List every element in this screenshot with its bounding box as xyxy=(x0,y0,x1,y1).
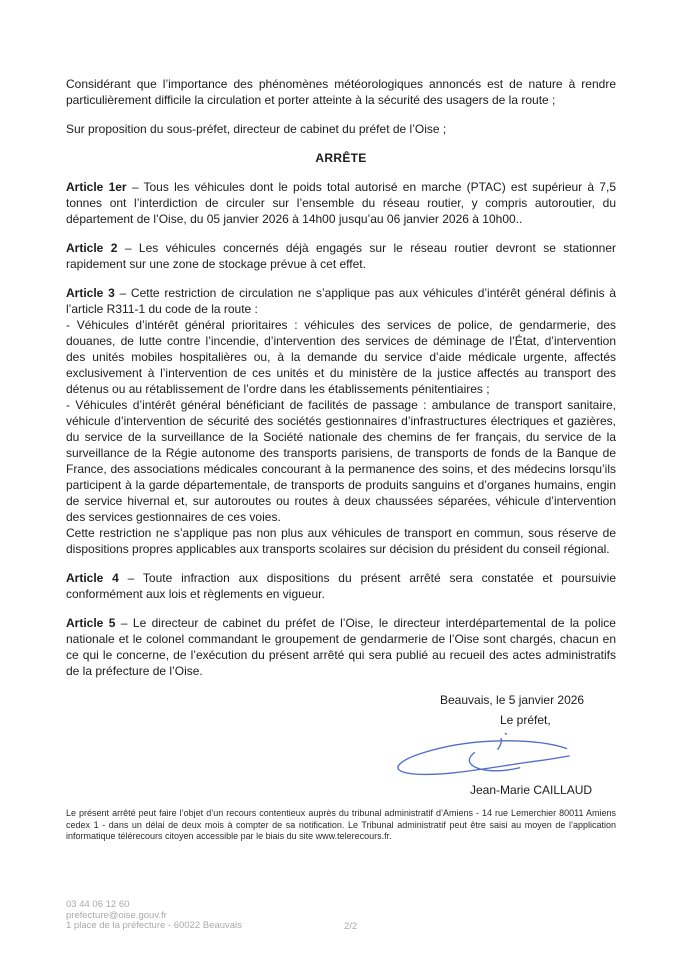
article-4-label: Article 4 xyxy=(66,571,119,585)
article-2-label: Article 2 xyxy=(66,241,118,255)
article-3-item-facility-vehicles: - Véhicules d’intérêt général bénéficiant de facilités de passage : ambulance de transport sanitaire, véhicule d’intervention de sécurité des sociétés gestionnaires d’infrastructures électriques et gazières, du service de la surveillance de la Société nationale des chemins de fer français, du service de la surveillance de la Régie autonome des transports parisiens, de transports de fonds de la Banque de France, des associations médicales concourant à la permanence des soins, et des médecins lorsqu’ils participent à la garde départementale, de transports de produits sanguins et d’organes humains, engin de service hivernal et, sur autoroutes ou routes à deux chaussées séparées, véhicule d’intervention des services gestionnaires de ces voies. xyxy=(66,398,616,524)
page-number: 2/2 xyxy=(344,921,358,932)
article-3 xyxy=(66,285,616,557)
prefect-signature xyxy=(66,730,616,782)
article-5-text: – Le directeur de cabinet du préfet de l’Oise, le directeur interdépartemental de la police nationale et le colonel commandant le groupement de gendarmerie de l’Oise sont chargés, chacun en ce qui le concerne, de l’exécution du présent arrêté qui sera publié au recueil des actes administratifs de la préfecture de l’Oise. xyxy=(66,616,616,678)
article-3-closing: Cette restriction ne s’applique pas non plus aux véhicules de transport en commun, sous réserve de dispositions propres applicables aux transports scolaires sur décision du président du conseil régional. xyxy=(66,526,616,556)
footer-phone: 03 44 06 12 60 xyxy=(66,899,130,910)
footer-contact-block xyxy=(66,900,242,932)
article-4 xyxy=(66,570,616,602)
article-5-label: Article 5 xyxy=(66,616,116,630)
article-3-label: Article 3 xyxy=(66,286,115,300)
article-1 xyxy=(66,179,616,227)
paragraph-proposition: Sur proposition du sous-préfet, directeur de cabinet du préfet de l’Oise ; xyxy=(66,122,447,136)
article-4-text: – Toute infraction aux dispositions du présent arrêté sera constatée et poursuivie conformément aux lois et règlements en vigueur. xyxy=(66,571,616,601)
dateline: Beauvais, le 5 janvier 2026 xyxy=(440,693,585,707)
footer-email: prefecture@oise.gouv.fr xyxy=(66,909,167,921)
article-1-text: – Tous les véhicules dont le poids total autorisé en marche (PTAC) est supérieur à 7,5 tonnes ont l’interdiction de circuler sur l’ensemble du réseau routier, y compris autoroutier, du département de l’Oise, du 05 janvier 2026 à 14h00 jusqu’au 06 janvier 2026 à 10h00.. xyxy=(66,180,616,226)
footer-address: 1 place de la préfecture - 60022 Beauvais xyxy=(66,920,242,931)
paragraph-considerant: Considérant que l’importance des phénomènes météorologiques annoncés est de nature à rendre particulièrement difficile la circulation et porter atteinte à la sécurité des usagers de la route ; xyxy=(66,77,616,107)
article-1-label: Article 1er xyxy=(66,180,127,194)
article-2 xyxy=(66,240,616,272)
signatory-name: Jean-Marie CAILLAUD xyxy=(470,783,593,797)
signature-icon xyxy=(356,730,596,782)
arrete-heading: ARRÊTE xyxy=(315,151,367,165)
signatory-title: Le préfet, xyxy=(500,713,551,727)
article-2-text: – Les véhicules concernés déjà engagés sur le réseau routier devront se stationner rapidement sur une zone de stockage prévue à cet effet. xyxy=(66,241,616,271)
article-3-text: – Cette restriction de circulation ne s’applique pas aux véhicules d’intérêt général définis à l’article R311-1 du code de la route : xyxy=(66,286,616,316)
legal-notice: Le présent arrêté peut faire l’objet d’un recours contentieux auprès du tribunal administratif d’Amiens - 14 rue Lemerchier 80011 Amiens cedex 1 - dans un délai de deux mois à compter de sa notification. Le Tribunal administratif peut être saisi au moyen de l’application informatique télérecours citoyen accessible par le biais du site www.telerecours.fr. xyxy=(66,808,616,841)
article-3-intro xyxy=(66,285,616,317)
article-5 xyxy=(66,615,616,679)
article-3-item-priority-vehicles: - Véhicules d’intérêt général prioritaires : véhicules des services de police, de gendarmerie, des douanes, de lutte contre l’incendie, d’intervention des services de déminage de l’État, d’intervention des unités mobiles hospitalières ou, à la demande du service d’aide médicale urgente, affectés exclusivement à l’intervention de ces unités et du ministère de la justice affectés au transport des détenus ou au rétablissement de l’ordre dans les établissements pénitentiaires ; xyxy=(66,318,616,396)
